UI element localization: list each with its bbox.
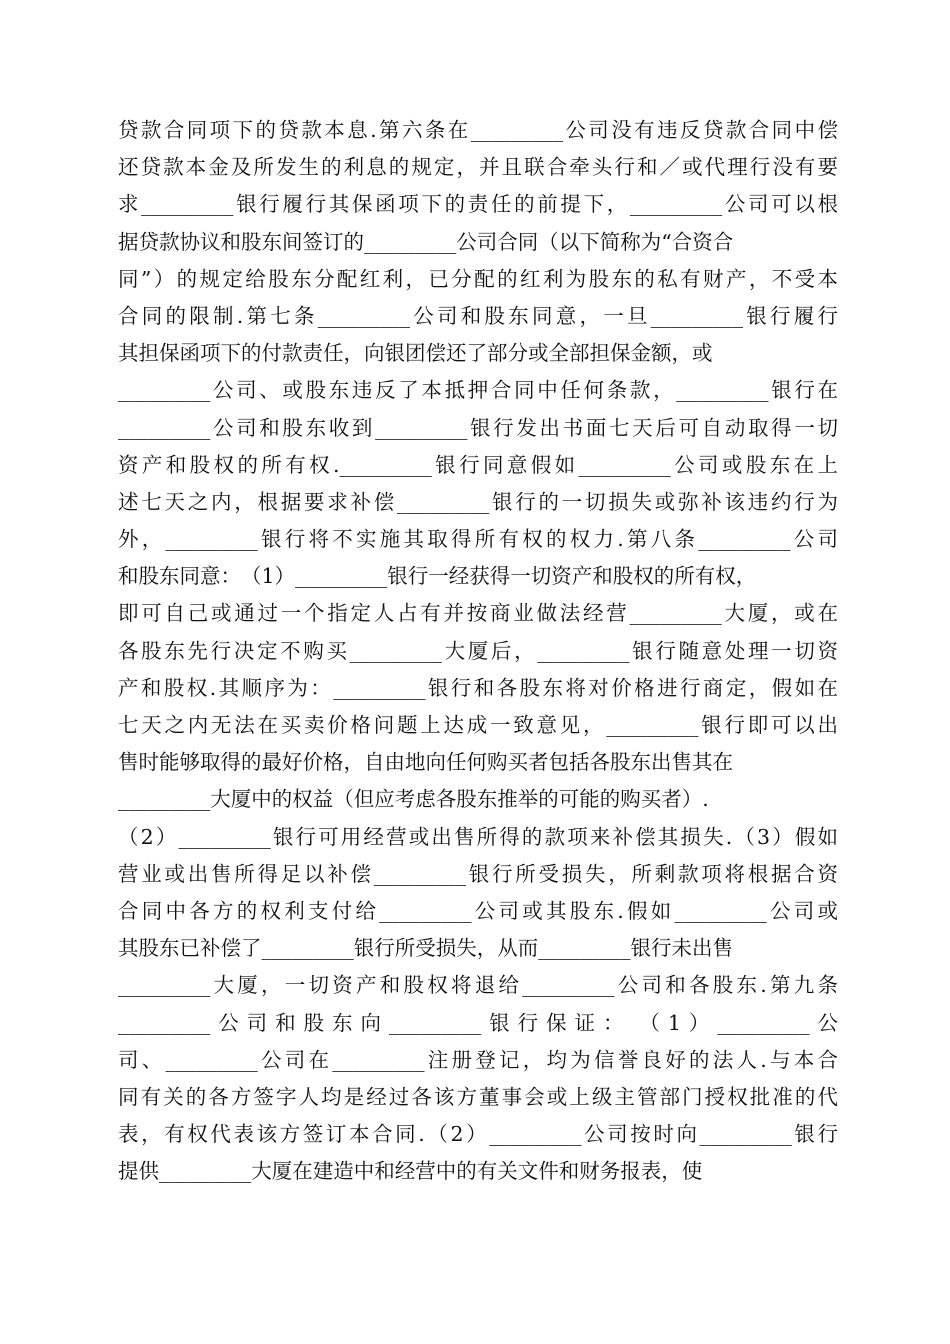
text-line: 售时能够取得的最好价格，自由地向任何购买者包括各股东出售其在 bbox=[118, 750, 733, 775]
text-line: 七天之内无法在买卖价格问题上达成一致意见，_________银行即可以出 bbox=[118, 713, 838, 737]
text-line: 合同的限制.第七条_________公司和股东同意，一旦_________银行履行 bbox=[118, 303, 838, 328]
text-line: 贷款合同项下的贷款本息.第六条在_________公司没有违反贷款合同中偿 bbox=[118, 118, 838, 142]
text-line: 提供_________大厦在建造中和经营中的有关文件和财务报表，使 bbox=[118, 1159, 703, 1184]
text-line: 同”）的规定给股东分配红利，已分配的红利为股东的私有财产，不受本 bbox=[118, 266, 838, 291]
text-line: _________公司、或股东违反了本抵押合同中任何条款，_________银行在 bbox=[118, 378, 838, 403]
text-line: 各股东先行决定不购买_________大厦后，_________银行随意处理一切资 bbox=[118, 638, 838, 663]
text-line: 和股东同意： （1）_________银行一经获得一切资产和股权的所有权， bbox=[118, 564, 757, 589]
text-line: 营业或出售所得足以补偿_________银行所受损失，所剩款项将根据合资 bbox=[118, 861, 838, 886]
text-line: 合同中各方的权利支付给_________公司或其股东.假如_________公司或 bbox=[118, 898, 838, 923]
text-line: 其股东已补偿了_________银行所受损失，从而_________银行未出售 bbox=[118, 936, 733, 961]
text-line: 同有关的各方签字人均是经过各该方董事会或上级主管部门授权批准的代 bbox=[118, 1084, 838, 1109]
text-line: 即可自己或通过一个指定人占有并按商业做法经营_________大厦，或在 bbox=[118, 601, 838, 626]
contract-body-text bbox=[118, 112, 838, 1190]
text-line: _________公司和股东向_________银行保证： （1）_________公 bbox=[118, 1010, 838, 1035]
text-line: 表，有权代表该方签订本合同.（2）_________公司按时向_________银行 bbox=[118, 1122, 838, 1147]
text-line: _________公司和股东收到_________银行发出书面七天后可自动取得一切 bbox=[118, 415, 838, 440]
text-line: 还贷款本金及所发生的利息的规定，并且联合牵头行和／或代理行没有要 bbox=[118, 155, 838, 180]
text-line: （2）_________银行可用经营或出售所得的款项来补偿其损失.（3）假如 bbox=[118, 824, 838, 849]
text-line: 外，_________银行将不实施其取得所有权的权力.第八条_________公司 bbox=[118, 527, 838, 552]
text-line: 其担保函项下的付款责任，向银团偿还了部分或全部担保金额，或 bbox=[118, 341, 713, 366]
text-line: 资产和股权的所有权._________银行同意假如_________公司或股东在上 bbox=[118, 452, 838, 477]
text-line: _________大厦中的权益（但应考虑各股东推举的可能的购买者）. bbox=[118, 787, 709, 812]
text-line: 产和股权.其顺序为：_________银行和各股东将对价格进行商定，假如在 bbox=[118, 675, 838, 700]
text-line: 司、_________公司在_________注册登记，均为信誉良好的法人.与本合 bbox=[118, 1047, 838, 1072]
text-line: 求_________银行履行其保函项下的责任的前提下，_________公司可以根 bbox=[118, 192, 838, 217]
text-line: 述七天之内，根据要求补偿_________银行的一切损失或弥补该违约行为 bbox=[118, 489, 838, 514]
text-line: 据贷款协议和股东间签订的_________公司合同（以下简称为“合资合 bbox=[118, 229, 734, 254]
text-line: _________大厦，一切资产和股权将退给_________公司和各股东.第九条 bbox=[118, 973, 838, 998]
